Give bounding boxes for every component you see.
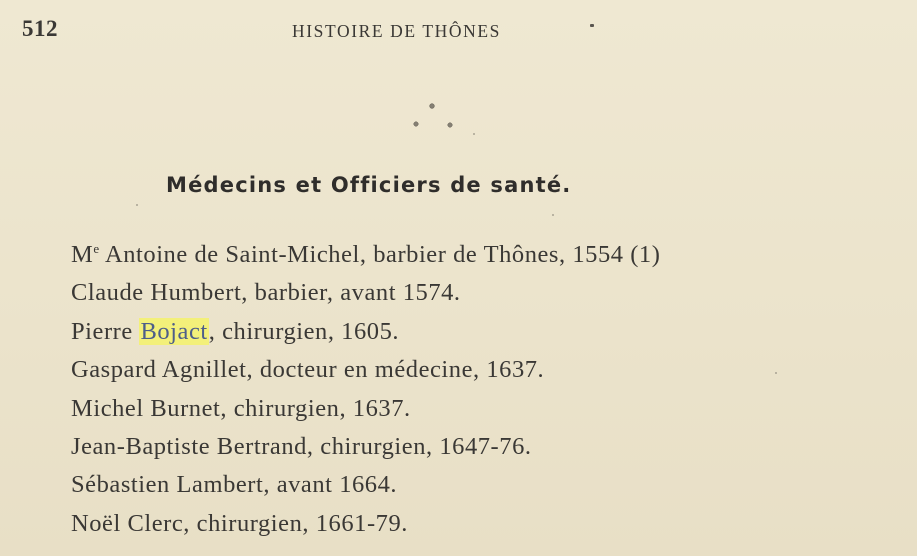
- list-item: [71, 505, 660, 543]
- section-title: Médecins et Officiers de santé.: [166, 173, 572, 197]
- entry-text: , chirurgien, 1605.: [208, 317, 400, 345]
- entry-text: Claude Humbert, barbier, avant 1574.: [71, 279, 461, 307]
- entry-text: Jean-Baptiste Bertrand, chirurgien, 1647-76.: [71, 433, 532, 461]
- entry-list: [71, 236, 660, 543]
- list-item: [71, 236, 660, 274]
- running-head: HISTOIRE DE THÔNES: [292, 21, 501, 41]
- entry-title-prefix: M: [71, 241, 94, 268]
- list-item: [71, 466, 660, 504]
- entry-superscript: e: [93, 241, 100, 256]
- entry-text-prefix: Pierre: [71, 317, 140, 345]
- list-item: [71, 428, 660, 466]
- paper-speck: [136, 204, 138, 206]
- entry-text: Michel Burnet, chirurgien, 1637.: [71, 394, 411, 422]
- page-number: 512: [22, 16, 58, 41]
- entry-text: Sébastien Lambert, avant 1664.: [71, 471, 398, 499]
- entry-text: Antoine de Saint-Michel, barbier de Thônes, 1554 (1): [99, 241, 661, 268]
- ink-mark: [590, 24, 594, 27]
- paper-speck: [473, 133, 475, 135]
- list-item: [71, 313, 660, 351]
- highlighted-surname: Bojact: [140, 317, 208, 345]
- list-item: [71, 274, 660, 312]
- entry-text: Gaspard Agnillet, docteur en médecine, 1637.: [71, 356, 545, 384]
- list-item: [71, 351, 660, 389]
- asterism-icon: [405, 98, 465, 138]
- paper-speck: [552, 214, 554, 216]
- list-item: [71, 390, 660, 428]
- entry-text: Noël Clerc, chirurgien, 1661-79.: [71, 509, 408, 537]
- paper-speck: [775, 372, 777, 374]
